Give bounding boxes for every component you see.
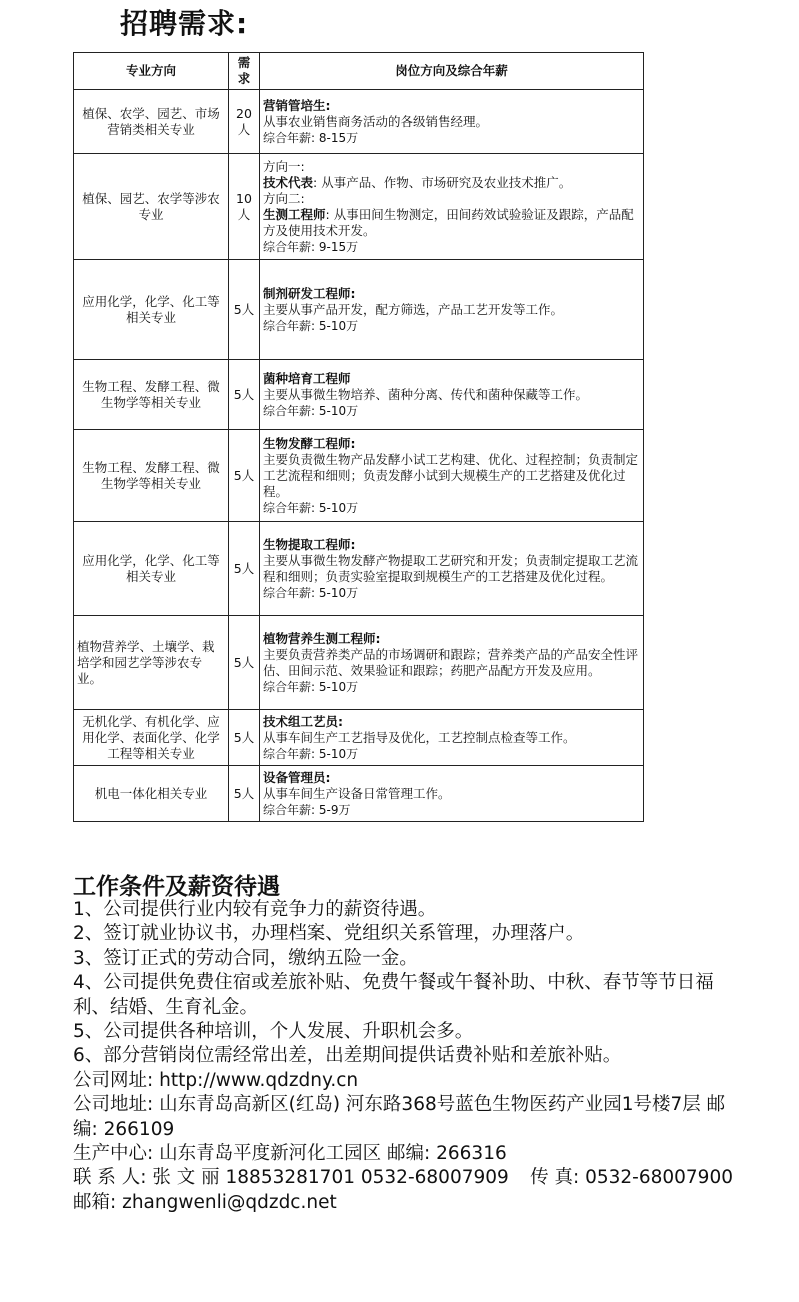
need-cell: 5人 bbox=[229, 360, 260, 430]
position-text: 从事车间生产工艺指导及优化，工艺控制点检查等工作。 bbox=[263, 729, 576, 745]
position-line bbox=[263, 714, 640, 730]
need-cell: 5人 bbox=[229, 710, 260, 766]
major-cell: 植物营养学、土壤学、栽培学和园艺学等涉农专业。 bbox=[74, 616, 229, 710]
position-line bbox=[263, 403, 640, 419]
position-line bbox=[263, 746, 640, 762]
need-cell: 10人 bbox=[229, 154, 260, 260]
position-line bbox=[263, 286, 640, 302]
position-cell bbox=[260, 360, 644, 430]
position-text: 主要从事产品开发，配方筛选，产品工艺开发等工作。 bbox=[263, 301, 564, 317]
major-cell: 机电一体化相关专业 bbox=[74, 766, 229, 822]
position-line bbox=[263, 553, 640, 585]
position-line bbox=[263, 318, 640, 334]
position-name: 技术代表 bbox=[263, 174, 314, 190]
position-name: 生测工程师 bbox=[263, 206, 326, 222]
position-line bbox=[263, 302, 640, 318]
table-header-row bbox=[74, 53, 644, 90]
position-text: 主要负责微生物产品发酵小试工艺构建、优化、过程控制；负责制定工艺流程和细则；负责发酵小试到大规模生产的工艺搭建及优化过程。 bbox=[263, 451, 639, 499]
major-cell: 生物工程、发酵工程、微生物学等相关专业 bbox=[74, 430, 229, 522]
contact-block bbox=[73, 1069, 733, 1215]
position-cell bbox=[260, 616, 644, 710]
need-cell: 5人 bbox=[229, 616, 260, 710]
position-line bbox=[263, 679, 640, 695]
position-name: 菌种培育工程师 bbox=[263, 370, 351, 386]
position-line bbox=[263, 631, 640, 647]
position-text: 综合年薪: 5-10万 bbox=[263, 585, 359, 600]
position-line bbox=[263, 537, 640, 553]
position-cell bbox=[260, 260, 644, 360]
table-row bbox=[74, 90, 644, 154]
position-name: 技术组工艺员: bbox=[263, 713, 343, 729]
position-line bbox=[263, 730, 640, 746]
position-name: 设备管理员: bbox=[263, 769, 331, 785]
position-line bbox=[263, 207, 640, 239]
position-name: 制剂研发工程师: bbox=[263, 285, 356, 301]
position-name: 生物提取工程师: bbox=[263, 536, 356, 552]
position-line bbox=[263, 647, 640, 679]
position-line bbox=[263, 175, 640, 191]
position-text: 综合年薪: 5-10万 bbox=[263, 403, 359, 418]
header-major: 专业方向 bbox=[74, 53, 229, 90]
major-cell: 植保、农学、园艺、市场营销类相关专业 bbox=[74, 90, 229, 154]
condition-item: 5、公司提供各种培训，个人发展、升职机会多。 bbox=[73, 1021, 474, 1043]
position-text: 从事车间生产设备日常管理工作。 bbox=[263, 785, 451, 801]
position-text: 综合年薪: 5-10万 bbox=[263, 318, 359, 333]
position-cell bbox=[260, 90, 644, 154]
website-line: 公司网址: http://www.qdzdny.cn bbox=[73, 1069, 359, 1091]
need-cell: 5人 bbox=[229, 522, 260, 616]
position-cell bbox=[260, 430, 644, 522]
position-text: 方向一: bbox=[263, 158, 305, 174]
position-text: 主要从事微生物培养、菌种分离、传代和菌种保藏等工作。 bbox=[263, 386, 589, 402]
condition-item: 1、公司提供行业内较有竞争力的薪资待遇。 bbox=[73, 899, 437, 920]
contact-row bbox=[73, 1166, 733, 1190]
production-line: 生产中心: 山东青岛平度新河化工园区 邮编: 266316 bbox=[73, 1143, 507, 1165]
position-text: 综合年薪: 8-15万 bbox=[263, 130, 359, 145]
major-cell: 无机化学、有机化学、应用化学、表面化学、化学工程等相关专业 bbox=[74, 710, 229, 766]
position-cell bbox=[260, 522, 644, 616]
position-cell bbox=[260, 154, 644, 260]
position-text: 综合年薪: 5-10万 bbox=[263, 679, 359, 694]
position-name: 植物营养生测工程师: bbox=[263, 630, 381, 646]
position-text: 主要负责营养类产品的市场调研和跟踪；营养类产品的产品安全性评估、田间示范、效果验证和跟踪；药肥产品配方开发及应用。 bbox=[263, 646, 639, 678]
table-row bbox=[74, 360, 644, 430]
position-text: : 从事产品、作物、市场研究及农业技术推广。 bbox=[313, 174, 572, 190]
position-line bbox=[263, 159, 640, 175]
position-line bbox=[263, 770, 640, 786]
table-row bbox=[74, 710, 644, 766]
position-text: 从事农业销售商务活动的各级销售经理。 bbox=[263, 113, 489, 129]
position-line bbox=[263, 387, 640, 403]
position-cell bbox=[260, 766, 644, 822]
need-cell: 5人 bbox=[229, 430, 260, 522]
need-cell: 20人 bbox=[229, 90, 260, 154]
position-name: 生物发酵工程师: bbox=[263, 435, 356, 451]
address-line: 公司地址: 山东青岛高新区(红岛) 河东路368号蓝色生物医药产业园1号楼7层 邮编: 266109 bbox=[73, 1094, 726, 1140]
table-row bbox=[74, 522, 644, 616]
position-line bbox=[263, 786, 640, 802]
table-row bbox=[74, 766, 644, 822]
table-row bbox=[74, 260, 644, 360]
recruitment-table bbox=[73, 52, 644, 822]
condition-item: 4、公司提供免费住宿或差旅补贴、免费午餐或午餐补助、中秋、春节等节日福利、结婚、生育礼金。 bbox=[73, 972, 714, 1018]
position-line bbox=[263, 371, 640, 387]
position-line bbox=[263, 114, 640, 130]
position-line bbox=[263, 239, 640, 255]
condition-item: 6、部分营销岗位需经常出差，出差期间提供话费补贴和差旅补贴。 bbox=[73, 1045, 622, 1067]
position-line bbox=[263, 500, 640, 516]
conditions-list bbox=[73, 898, 733, 1069]
major-cell: 生物工程、发酵工程、微生物学等相关专业 bbox=[74, 360, 229, 430]
position-text: 综合年薪: 5-9万 bbox=[263, 802, 351, 817]
position-text: 主要从事微生物发酵产物提取工艺研究和开发；负责制定提取工艺流程和细则；负责实验室提取到规模生产的工艺搭建及优化过程。 bbox=[263, 552, 639, 584]
position-line bbox=[263, 436, 640, 452]
position-line bbox=[263, 585, 640, 601]
position-line bbox=[263, 130, 640, 146]
position-line bbox=[263, 98, 640, 114]
table-row bbox=[74, 430, 644, 522]
conditions-body bbox=[73, 898, 733, 1215]
contact-person-line: 联 系 人: 张 文 丽 18853281701 0532-68007909 bbox=[73, 1167, 509, 1189]
table-row bbox=[74, 616, 644, 710]
position-text: 方向二: bbox=[263, 190, 305, 206]
position-line bbox=[263, 191, 640, 207]
condition-item: 3、签订正式的劳动合同，缴纳五险一金。 bbox=[73, 947, 418, 969]
position-cell bbox=[260, 710, 644, 766]
header-position: 岗位方向及综合年薪 bbox=[260, 53, 644, 90]
major-cell: 植保、园艺、农学等涉农专业 bbox=[74, 154, 229, 260]
fax-line: 传 真: 0532-68007900 bbox=[530, 1167, 733, 1189]
header-need: 需求 bbox=[229, 53, 260, 90]
table-row bbox=[74, 154, 644, 260]
position-text: : 从事田间生物测定，田间药效试验验证及跟踪，产品配方及使用技术开发。 bbox=[263, 206, 634, 238]
need-cell: 5人 bbox=[229, 766, 260, 822]
condition-item: 2、签订就业协议书，办理档案、党组织关系管理，办理落户。 bbox=[73, 923, 585, 945]
need-cell: 5人 bbox=[229, 260, 260, 360]
position-text: 综合年薪: 9-15万 bbox=[263, 239, 359, 254]
major-cell: 应用化学，化学、化工等相关专业 bbox=[74, 522, 229, 616]
position-line bbox=[263, 802, 640, 818]
major-cell: 应用化学，化学、化工等相关专业 bbox=[74, 260, 229, 360]
position-text: 综合年薪: 5-10万 bbox=[263, 746, 359, 761]
email-line: 邮箱: zhangwenli@qdzdc.net bbox=[73, 1191, 337, 1213]
conditions-title: 工作条件及薪资待遇 bbox=[73, 874, 280, 900]
position-text: 综合年薪: 5-10万 bbox=[263, 500, 359, 515]
page-title: 招聘需求: bbox=[120, 7, 249, 40]
position-name: 营销管培生: bbox=[263, 97, 331, 113]
position-line bbox=[263, 452, 640, 500]
